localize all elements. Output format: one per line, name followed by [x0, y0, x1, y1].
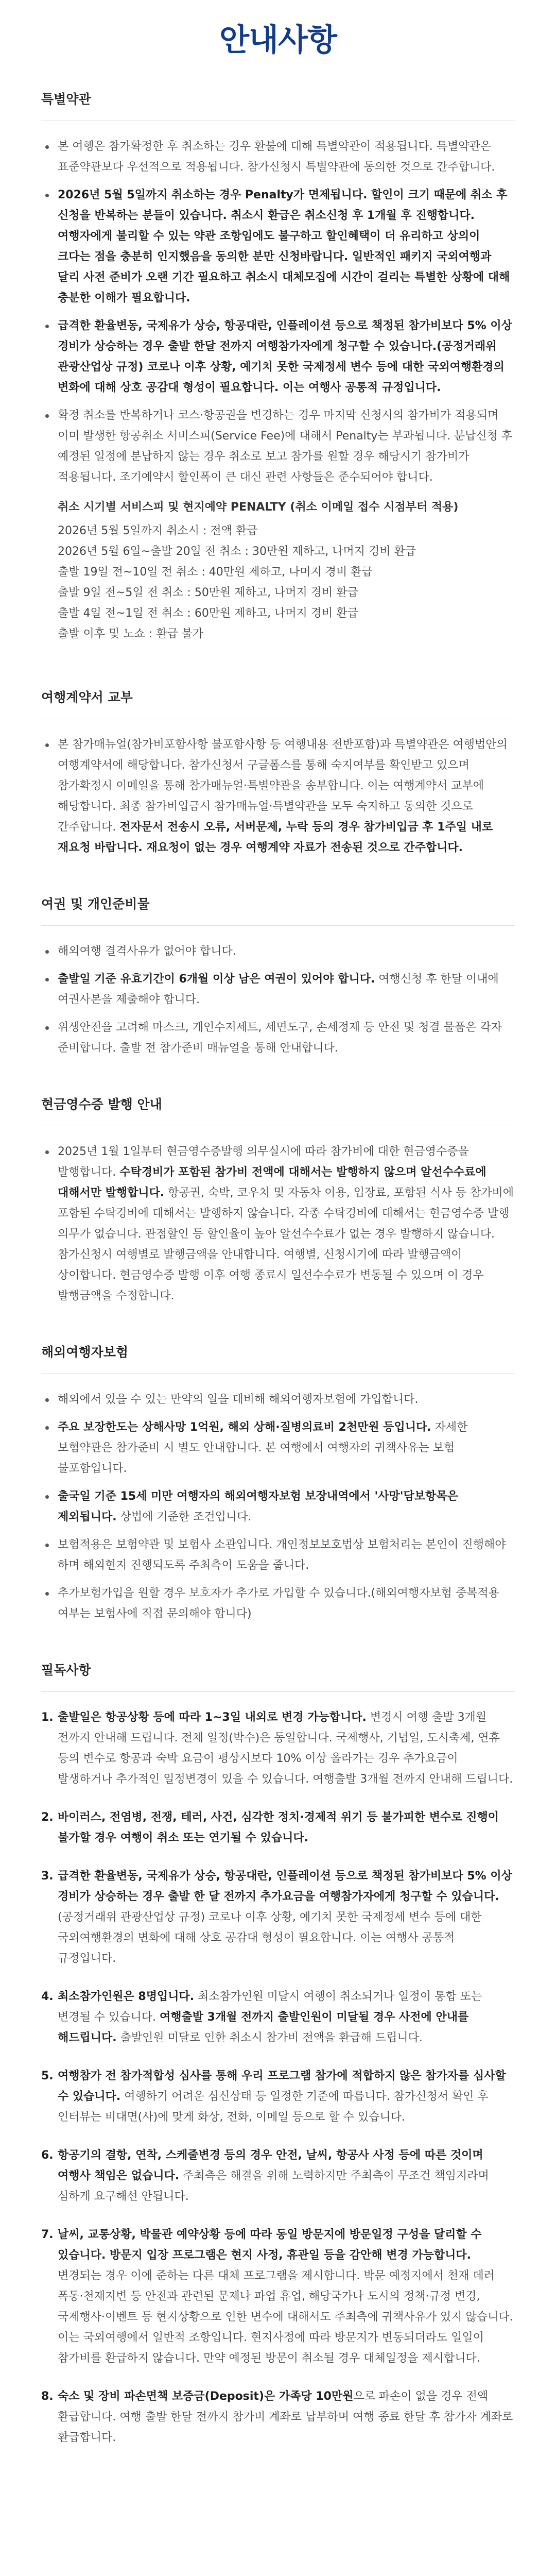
emphasis-text: 숙소 및 장비 파손면책 보증금(Deposit)은 가족당 10만원	[58, 2390, 354, 2403]
body-text: 본 여행은 참가확정한 후 취소하는 경우 환불에 대해 특별약관이 적용됩니다. 특별약관은 표준약관보다 우선적으로 적용됩니다. 참가신청시 특별약관에 동의한 것으로 간주합니다.	[58, 140, 495, 174]
note-item	[41, 1707, 515, 1790]
penalty-line: 출발 4일 전~1일 전 취소 : 60만원 제하고, 나머지 경비 환급	[58, 607, 358, 620]
notes-list	[41, 1707, 515, 2448]
emphasis-text: 여행참가 전 참가적합성 심사를 통해 우리 프로그램 참가에 적합하지 않은 참가자를 심사할 수 있습니다.	[58, 2070, 506, 2103]
bullet-item	[41, 137, 515, 178]
emphasis-text: 바이러스, 전염병, 전쟁, 테러, 사건, 심각한 정치·경제적 위기 등 불가피한 변수로 진행이 불가할 경우 여행이 취소 또는 연기될 수 있습니다.	[58, 1811, 499, 1844]
note-number: 4.	[41, 1990, 54, 2003]
body-text: 상법에 기준한 조건입니다.	[116, 1511, 252, 1523]
note-number: 2.	[41, 1811, 54, 1824]
section-insurance	[41, 1344, 515, 1624]
body-text: 변경시 여행 출발 3개월 전까지 안내해 드립니다. 전체 일정(박수)은 동일합니다. 국제행사, 기념일, 도시축제, 연휴 등의 변수로 항공과 숙박 요금이 평상시보다 10% 이상 올라가는 경우 추가요금이 발생하거나 추가적인 일정변경이 있을 수 있습니다. 여행출발 3개월 전까지 안내해 드립니다.	[58, 1711, 513, 1786]
insurance-bullets	[41, 1389, 515, 1624]
body-text: 여행신청 후 한달 이내에 여권사본을 제출해야 합니다.	[58, 973, 499, 1006]
body-text: 보험적용은 보험약관 및 보험사 소관입니다. 개인정보보호법상 보험처리는 본인이 진행해야 하며 해외현지 진행되도록 주최측이 도움을 줍니다.	[58, 1538, 506, 1572]
note-item	[41, 2225, 515, 2369]
note-number: 7.	[41, 2228, 54, 2241]
body-text: 항공권, 숙박, 코우치 및 자동차 이용, 입장료, 포함된 식사 등 참가비에 포함된 수탁경비에 대해서는 발행하지 않습니다. 각종 수탁경비에 대해서는 현금영수증 발행 의무가 없습니다. 관점할인 등 할인율이 높아 알선수수료가 없는 경우 발행하지 않습니다. 참가신청시 여행별로 발행금액을 안내합니다. 여행별, 신청시기에 따라 발행금액이 상이합니다. 현금영수증 발행 이후 여행 종료시 일선수수료가 변동될 수 있으며 이 경우 발행금액을 수정합니다.	[58, 1187, 514, 1302]
emphasis-text: 날씨, 교통상황, 박물관 예약상황 등에 따라 동일 방문지에 방문일정 구성을 달리할 수 있습니다. 방문지 입장 프로그램은 현지 사정, 휴관일 등을 감안해 변경 가능합니다.	[58, 2228, 482, 2262]
section-must-read	[41, 1662, 515, 2448]
emphasis-text: 전자문서 전송시 오류, 서버문제, 누락 등의 경우 참가비입금 후 1주일 내로 재요청 바랍니다. 재요청이 없는 경우 여행계약 자료가 전송된 것으로 간주합니다.	[58, 821, 493, 854]
bullet-item	[41, 1417, 515, 1479]
bullet-item	[41, 1583, 515, 1624]
section-title-notes: 필독사항	[41, 1663, 91, 1677]
note-item	[41, 1807, 515, 1849]
section-divider	[41, 925, 515, 926]
bullet-item	[41, 1486, 515, 1528]
body-text: 여행하기 어려운 심신상태 등 일정한 기준에 따릅니다. 참가신청서 확인 후 인터뷰는 비대면(사)에 맞게 화상, 전화, 이메일 등으로 할 수 있습니다.	[58, 2090, 489, 2124]
section-title-contract: 여행계약서 교부	[41, 690, 133, 705]
section-passport	[41, 895, 515, 1059]
body-text: 출발인원 미달로 인한 취소시 참가비 전액을 환급해 드립니다.	[116, 2031, 423, 2044]
body-text: 해외여행 결격사유가 없어야 합니다.	[58, 945, 236, 958]
body-text: 해외에서 있을 수 있는 만약의 일을 대비해 해외여행자보험에 가입합니다.	[58, 1393, 419, 1406]
emphasis-text: 급격한 환율변동, 국제유가 상승, 항공대란, 인플레이션 등으로 책정된 참가비보다 5% 이상 경비가 상승하는 경우 출발 한 달 전까지 추가요금을 여행참가자에게 청구할 수 있습니다.	[58, 1870, 512, 1903]
note-item	[41, 2386, 515, 2448]
note-item	[41, 2066, 515, 2128]
bullet-item	[41, 1018, 515, 1059]
bullet-item	[41, 316, 515, 398]
body-text: 주최측은 해결을 위해 노력하지만 주최측이 무조건 책임지라며 심하게 요구해선 안됩니다.	[58, 2170, 489, 2203]
note-item	[41, 1866, 515, 1969]
section-title-insurance: 해외여행자보험	[41, 1345, 129, 1360]
section-title-passport: 여권 및 개인준비물	[41, 896, 150, 911]
body-text: 2025년 1월 1일부터 현금영수증발행 의무실시에 따라 참가비에 대한 현금영수증을 발행합니다.	[58, 1145, 469, 1179]
section-title-special: 특별약관	[41, 92, 91, 107]
body-text: 추가보험가입을 원할 경우 보호자가 추가로 가입할 수 있습니다.(해외여행자보험 중복적용 여부는 보험사에 직접 문의해야 합니다)	[58, 1587, 499, 1620]
section-contract	[41, 689, 515, 858]
section-title-cash: 현금영수증 발행 안내	[41, 1097, 162, 1112]
body-text: 변경되는 경우 이에 준하는 다른 대체 프로그램을 제시합니다. 박문 예정지에서 천재 데러 폭동·천재지변 등 안전과 관련된 문제나 파업 휴업, 해당국가나 도시의 정책·규정 변경, 국제행사·이벤트 등 현지상황으로 인한 변수에 대해서도 주최측에 귀책사유가 있지 않습니다. 이는 국외여행에서 일반적 조항입니다. 현지사정에 따라 방문지가 변동되더라도 일일이 참가비를 환급하지 않습니다. 만약 예정된 방문이 취소될 경우 대체일정을 제시합니다.	[58, 2269, 513, 2365]
bullet-item	[41, 185, 515, 309]
note-number: 5.	[41, 2070, 54, 2082]
emphasis-text: 주요 보장한도는 상해사망 1억원, 해외 상해·질병의료비 2천만원 등입니다.	[58, 1421, 431, 1434]
penalty-table	[41, 497, 515, 645]
penalty-line: 2026년 5월 6일~출발 20일 전 취소 : 30만원 제하고, 나머지 경비 환급	[58, 545, 416, 558]
section-divider	[41, 1691, 515, 1692]
penalty-lines	[58, 521, 515, 645]
bullet-item	[41, 941, 515, 962]
penalty-line: 출발 19일 전~10일 전 취소 : 40만원 제하고, 나머지 경비 환급	[58, 566, 373, 579]
section-cash-receipt	[41, 1096, 515, 1307]
bullet-item	[41, 1142, 515, 1307]
emphasis-text: 수탁경비가 포함된 참가비 전액에 대해서는 발행하지 않으며 알선수수료에 대해서만 발행합니다.	[58, 1166, 486, 1199]
section-special-terms	[41, 91, 515, 645]
emphasis-text: 2026년 5월 5일까지 취소하는 경우 Penalty가 면제됩니다. 할인이 크기 때문에 취소 후 신청을 반복하는 분들이 있습니다. 취소시 환급은 취소신청 후 1개월 후 진행합니다. 여행자에게 불리할 수 있는 약관 조항임에도 불구하고 할인혜택이 더 유리하고 상의이 크다는 점을 충분히 인지했음을 동의한 분만 신청바랍니다. 일반적인 패키지 국외여행과 달리 사전 준비가 오랜 기간 필요하고 취소시 대체모집에 시간이 걸리는 특별한 상황에 대해 충분한 이해가 필요합니다.	[58, 189, 510, 304]
body-text: 본 참가매뉴얼(참가비포함사항 불포함사항 등 여행내용 전반포함)과 특별약관은 여행법안의 여행계약서에 해당합니다. 참가신청서 구글폼스를 통해 숙지여부를 확인받고 있으며 참가확정시 이메일을 통해 참가매뉴얼·특별약관을 송부합니다. 이는 여행계약서 교부에 해당합니다. 최종 참가비입금시 참가매뉴얼·특별약관을 모두 숙지하고 동의한 것으로 간주합니다.	[58, 738, 508, 834]
cash-bullets	[41, 1142, 515, 1307]
bullet-item	[41, 969, 515, 1010]
penalty-title: 취소 시기별 서비스피 및 현지예약 PENALTY (취소 이메일 접수 시점부터 적용)	[58, 501, 459, 514]
note-number: 6.	[41, 2149, 54, 2162]
bullet-item	[41, 1389, 515, 1410]
penalty-line: 2026년 5월 5일까지 취소시 : 전액 환급	[58, 524, 258, 537]
page-title: 안내사항	[219, 22, 337, 58]
passport-bullets	[41, 941, 515, 1059]
bullet-item	[41, 405, 515, 488]
penalty-line: 출발 9일 전~5일 전 취소 : 50만원 제하고, 나머지 경비 환급	[58, 586, 358, 599]
penalty-line: 출발 이후 및 노쇼 : 환급 불가	[58, 628, 204, 640]
bullet-item	[41, 1535, 515, 1576]
note-number: 3.	[41, 1870, 54, 1883]
note-item	[41, 2145, 515, 2207]
body-text: 으로 파손이 없을 경우 전액 환급합니다. 여행 출발 한달 전까지 참가비 계좌로 납부하며 여행 종료 한달 후 참가자 계좌로 환급합니다.	[58, 2390, 513, 2444]
note-item	[41, 1987, 515, 2048]
emphasis-text: 출발일은 항공상황 등에 따라 1~3일 내외로 변경 가능합니다.	[58, 1711, 367, 1724]
emphasis-text: 항공기의 결항, 연착, 스케줄변경 등의 경우 안전, 날씨, 항공사 사정 등에 따른 것이며 여행사 책임은 없습니다.	[58, 2149, 483, 2182]
emphasis-text: 급격한 환율변동, 국제유가 상승, 항공대란, 인플레이션 등으로 책정된 참가비보다 5% 이상 경비가 상승하는 경우 출발 한달 전까지 여행참가자에게 청구할 수 있습니다.(공정거래위 관광산업상 규정) 코로나 이후 상황, 예기치 못한 국제정세 변수 등에 대한 국외여행환경의 변화에 대해 상호 공감대 형성이 필요합니다. 이는 여행사 공통적 규정입니다.	[58, 319, 512, 394]
body-text: 자세한 보험약관은 참가준비 시 별도 안내합니다. 본 여행에서 여행자의 귀책사유는 보험 불포함입니다.	[58, 1421, 468, 1475]
title-wrap	[41, 0, 515, 62]
body-text: 위생안전을 고려해 마스크, 개인수저세트, 세면도구, 손세정제 등 안전 및 청결 물품은 각자 준비합니다. 출발 전 참가준비 매뉴얼을 통해 안내합니다.	[58, 1021, 502, 1055]
emphasis-text: 출발일 기준 유효기간이 6개월 이상 남은 여권이 있어야 합니다.	[58, 973, 375, 986]
special-bullets	[41, 137, 515, 488]
emphasis-text: 출국일 기준 15세 미만 여행자의 해외여행자보험 보장내역에서 '사망'담보항목은 제외됩니다.	[58, 1490, 458, 1523]
body-text: 확정 취소를 반복하거나 코스·항공권을 변경하는 경우 마지막 신청시의 참가비가 적용되며 이미 발생한 항공취소 서비스피(Service Fee)에 대해서 Penalty는 부과됩니다. 분납신청 후 예정된 일정에 분납하지 않는 경우 취소로 보고 참가를 원할 경우 해당시기 참가비가 적용됩니다. 조기예약시 할인폭이 큰 대신 관련 사항들은 준수되어야 합니다.	[58, 409, 513, 484]
note-number: 8.	[41, 2390, 54, 2403]
emphasis-text: 최소참가인원은 8명입니다.	[58, 1990, 195, 2003]
body-text: 최소참가인원 미달시 여행이 취소되거나 일정이 통합 또는 변경될 수 있습니다.	[58, 1990, 482, 2024]
body-text: (공정거래위 관광산업상 규정) 코로나 이후 상황, 예기치 못한 국제정세 변수 등에 대한 국외여행환경의 변화에 대해 상호 공감대 형성이 필요합니다. 이는 여행사 공통적 규정입니다.	[58, 1911, 482, 1965]
note-number: 1.	[41, 1711, 54, 1724]
bullet-item	[41, 735, 515, 858]
emphasis-text: 여행출발 3개월 전까지 출발인원이 미달될 경우 사전에 안내를 해드립니다.	[58, 2011, 469, 2044]
contract-bullets	[41, 735, 515, 858]
